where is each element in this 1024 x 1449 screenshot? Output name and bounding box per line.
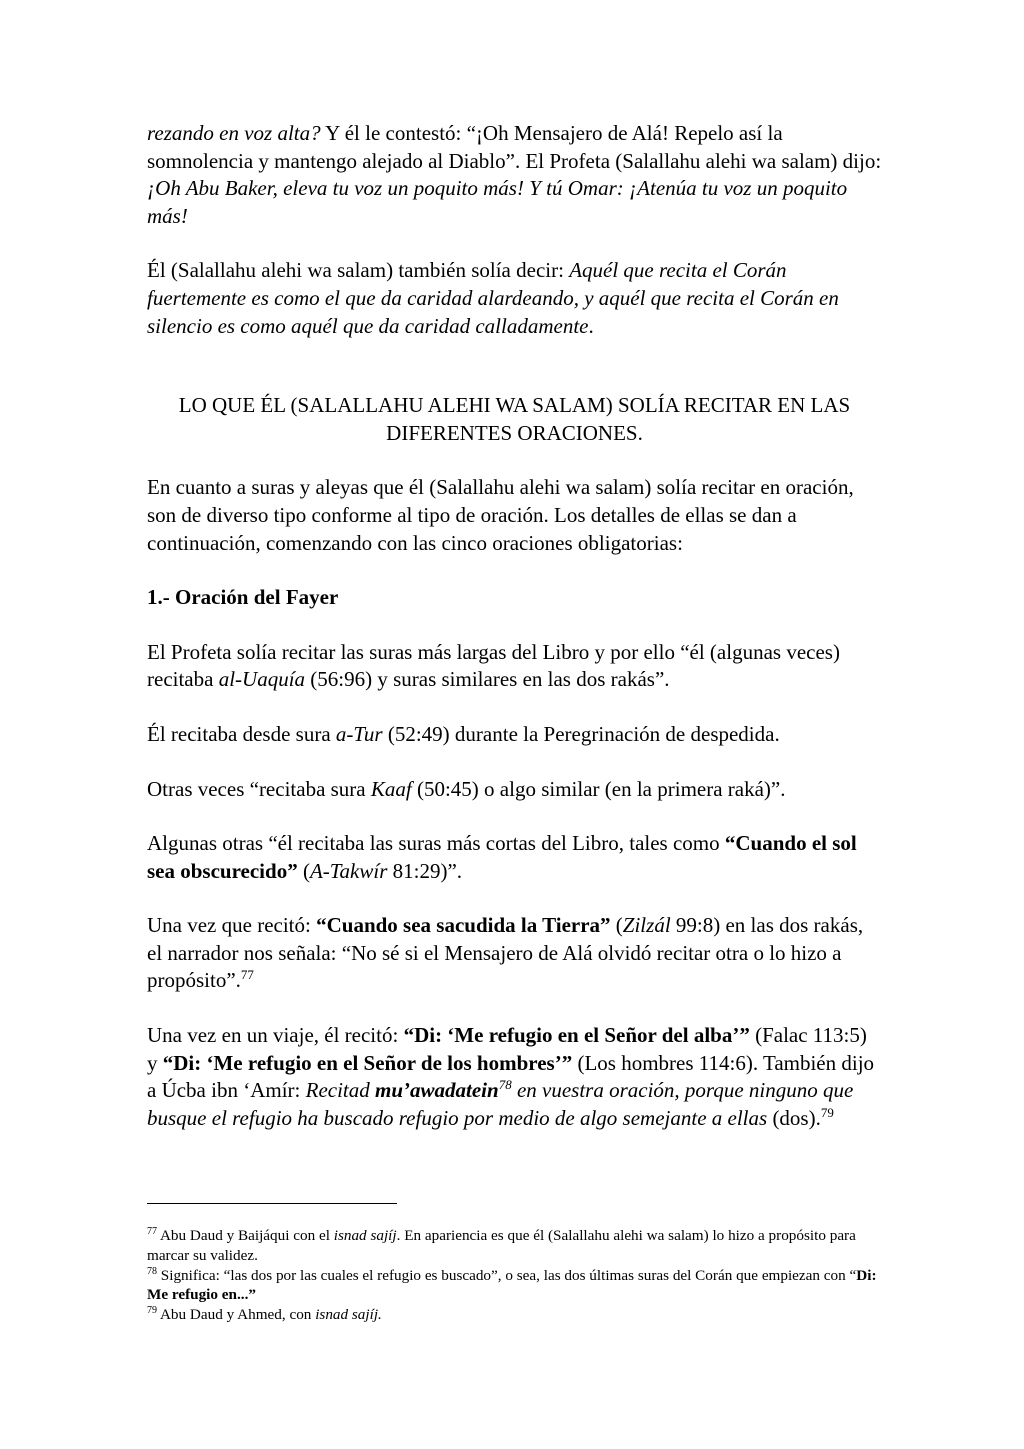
text-italic: Aquél que recita el Corán fuertemente es como el que da caridad alardeando, y aquél que recita el Corán en silencio es como aquél que da caridad calladamente [147, 258, 839, 338]
footnote-ref-78[interactable] [499, 1077, 512, 1092]
text: 99:8) en las dos rakás, el narrador nos señala: “No sé si el Mensajero de Alá olvidó recitar otra o lo hizo a propósito”. [147, 913, 864, 993]
footnote-ref-79[interactable]: 79 [820, 1104, 834, 1120]
text-italic: A-Takwír [309, 858, 388, 883]
paragraph-3: En cuanto a suras y aleyas que él (Salallahu alehi wa salam) solía recitar en oración, son de diverso tipo conforme al tipo de oración. Los detalles de ellas se dan a continuación, comenzando con las cinco oraciones obligatorias: [147, 475, 854, 555]
text: (50:45) o algo similar (en la primera raká)”. [411, 776, 786, 801]
text: (52:49) durante la Peregrinación de despedida. [382, 721, 780, 746]
footnote-79 [147, 1305, 877, 1325]
text-italic: Kaaf [370, 776, 412, 801]
footnote-number: 78 [147, 1265, 157, 1277]
text: (Los hombres 114:6). También dijo a Úcba ibn ‘Amír: [147, 1050, 875, 1103]
text-bold: “Cuando sea sacudida la Tierra” [316, 913, 611, 938]
text-italic: en vuestra oración, porque ninguno que busque el refugio ha buscado refugio por medio de algo semejante a ellas [147, 1078, 854, 1130]
section-title: 1.- Oración del Fayer [147, 585, 339, 610]
text: Y él le contestó: “¡Oh Mensajero de Alá! Repelo así la somnolencia y mantengo alejado al Diablo”. El Profeta (Salallahu alehi wa salam) dijo: [147, 121, 882, 173]
chapter-heading: LO QUE ÉL (SALALLAHU ALEHI WA SALAM) SOLÍA RECITAR EN LAS DIFERENTES ORACIONES. [178, 393, 851, 445]
text-bold-italic: mu’awadatein [375, 1078, 499, 1103]
paragraph-6 [147, 776, 882, 804]
text: 81:29)”. [387, 858, 463, 883]
footnote-ref-77[interactable]: 77 [240, 967, 254, 983]
text: Otras veces “recitaba sura [147, 776, 371, 801]
text-italic: Zilzál [622, 913, 671, 938]
footnotes [147, 1226, 877, 1325]
page-body [147, 120, 882, 1132]
paragraph-5 [147, 721, 882, 749]
footnote-number: 79 [147, 1305, 157, 1317]
text: (dos). [767, 1105, 821, 1130]
paragraph-4 [147, 639, 882, 694]
text-italic: rezando en voz alta? [147, 121, 321, 145]
text: Abu Daud y Baijáqui con el [157, 1227, 334, 1244]
text: Abu Daud y Ahmed, con [157, 1306, 316, 1324]
text: . [588, 313, 594, 338]
footnote-ref-78-num: 78 [498, 1077, 512, 1093]
text-bold: “Cuando el sol sea obscurecido” [147, 831, 857, 883]
text: Algunas otras “él recitaba las suras más cortas del Libro, tales como [147, 831, 725, 856]
text-italic: ¡Oh Abu Baker, eleva tu voz un poquito más! Y tú Omar: ¡Atenúa tu voz un poquito más! [147, 176, 848, 228]
text-italic: al-Uaquía [218, 667, 306, 692]
text-bold: “Di: ‘Me refugio en el Señor del alba’” [403, 1023, 750, 1048]
text: ( [297, 858, 310, 883]
footnote-77 [147, 1226, 877, 1266]
text: . En apariencia es que él (Salallahu alehi wa salam) lo hizo a propósito para marcar su validez. [147, 1227, 856, 1264]
text: Él recitaba desde sura [147, 721, 336, 746]
footnote-divider [147, 1203, 397, 1204]
footnote-number: 77 [147, 1225, 157, 1237]
text: Una vez que recitó: [147, 913, 317, 938]
text: ( [610, 913, 623, 938]
text-italic: isnad sajíj. [315, 1306, 382, 1324]
paragraph-9 [147, 1022, 882, 1132]
text-italic: isnad sajíj [333, 1227, 397, 1244]
text-italic: a-Tur [335, 721, 383, 746]
paragraph-2 [147, 257, 882, 340]
text: Una vez en un viaje, él recitó: [147, 1023, 404, 1048]
footnote-78 [147, 1266, 877, 1306]
text: (Falac 113:5) y [147, 1023, 867, 1075]
paragraph-7 [147, 830, 882, 885]
text-bold: Di: Me refugio en...” [147, 1266, 877, 1304]
text: Él (Salallahu alehi wa salam) también solía decir: [147, 258, 570, 283]
text-italic: Recitad [305, 1078, 376, 1103]
paragraph-8 [147, 912, 882, 995]
text-bold: “Di: ‘Me refugio en el Señor de los hombres’” [162, 1050, 573, 1075]
text: El Profeta solía recitar las suras más largas del Libro y por ello “él (algunas veces) recitaba [147, 639, 840, 692]
paragraph-1 [147, 120, 882, 230]
text: Significa: “las dos por las cuales el refugio es buscado”, o sea, las dos últimas suras del Corán que empiezan con “ [157, 1266, 857, 1284]
text: (56:96) y suras similares en las dos rakás”. [305, 667, 670, 692]
